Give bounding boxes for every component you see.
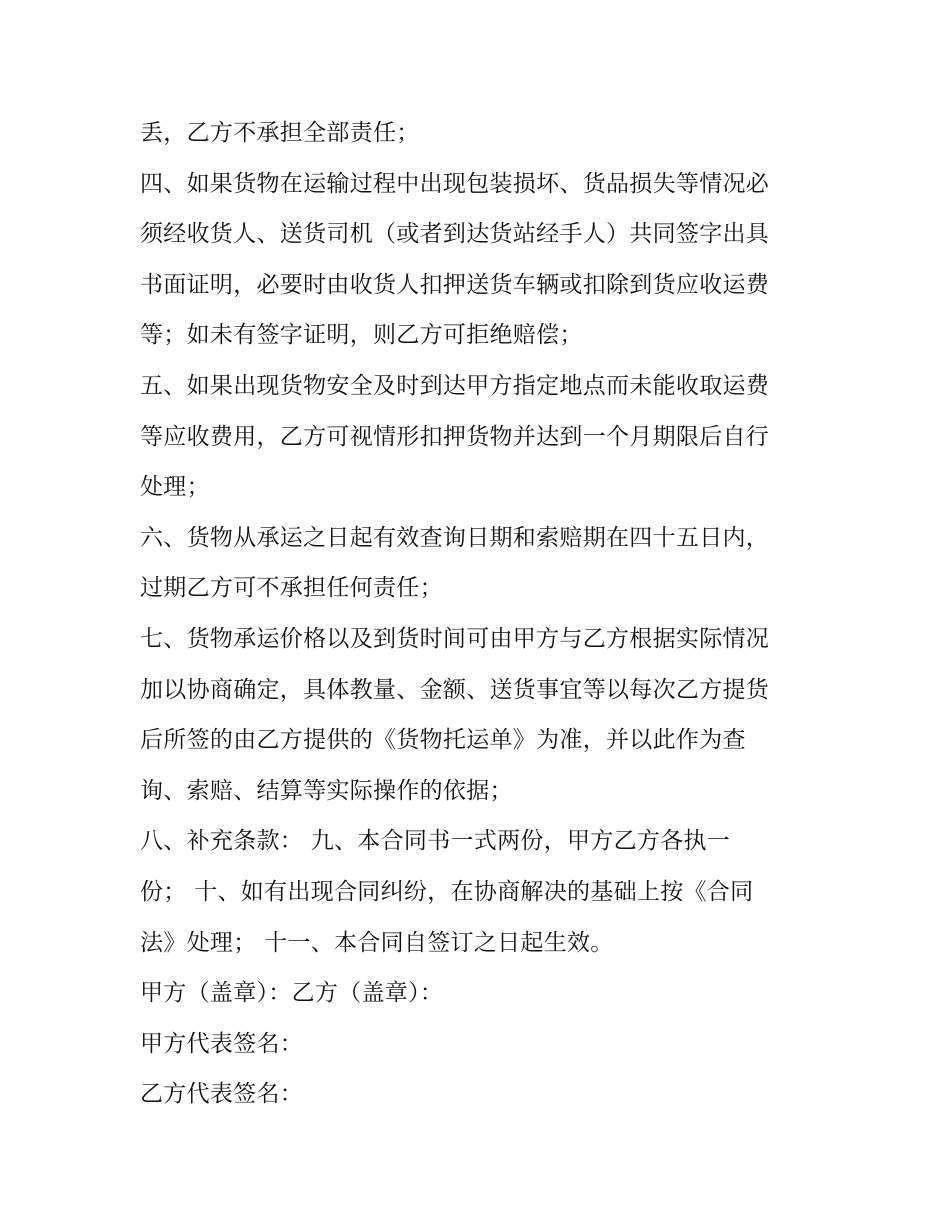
- text-line: 四、如果货物在运输过程中出现包装损坏、货品损失等情况必: [140, 170, 770, 197]
- party-a-rep-label: 甲方代表签名：: [140, 1030, 304, 1057]
- text-line: 丢，乙方不承担全部责任；: [140, 120, 420, 146]
- text-line: 须经收货人、送货司机（或者到达货站经手人）共同签字出具: [140, 221, 770, 248]
- contract-body: [140, 108, 820, 1120]
- party-a-seal-label: 甲方（盖章）：: [140, 980, 292, 1007]
- text-line: 询、索赔、结算等实际操作的依据；: [140, 777, 513, 804]
- party-b-seal-label: 乙方（盖章）：: [291, 980, 444, 1007]
- text-line: 七、货物承运价格以及到货时间可由甲方与乙方根据实际情况: [140, 625, 770, 652]
- text-line: 五、如果出现货物安全及时到达甲方指定地点而未能收取运费: [140, 372, 770, 399]
- text-line: 等；如未有签字证明，则乙方可拒绝赔偿；: [140, 322, 583, 349]
- seal-line: [140, 968, 820, 1019]
- party-b-rep-label: 乙方代表签名：: [140, 1081, 304, 1108]
- text-line: 份； 十、如有出现合同纠纷，在协商解决的基础上按《合同: [140, 878, 754, 905]
- text-line: 后所签的由乙方提供的《货物托运单》为准，并以此作为查: [140, 727, 746, 754]
- text-line: 书面证明，必要时由收货人扣押送货车辆或扣除到货应收运费: [140, 271, 770, 298]
- text-line: 加以协商确定，具体教量、金额、送货事宜等以每次乙方提货: [140, 676, 770, 703]
- text-line: 法》处理； 十一、本合同自签订之日起生效。: [140, 929, 614, 956]
- text-line: 处理；: [140, 474, 210, 501]
- text-line: 过期乙方可不承担任何责任；: [140, 575, 443, 602]
- party-a-rep-line: [140, 1019, 820, 1070]
- text-line: 等应收费用，乙方可视情形扣押货物并达到一个月期限后自行: [140, 423, 770, 450]
- text-line: 六、货物从承运之日起有效查询日期和索赔期在四十五日内，: [140, 524, 770, 551]
- text-line: 八、补充条款： 九、本合同书一式两份，甲方乙方各执一: [140, 828, 731, 855]
- party-b-rep-line: [140, 1069, 820, 1120]
